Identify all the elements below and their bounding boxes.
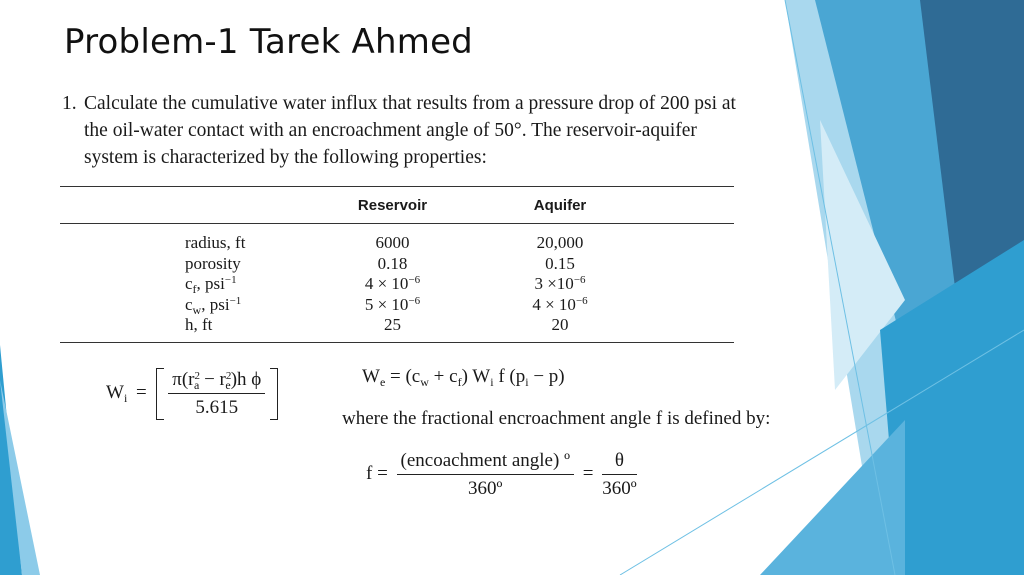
reservoir-value: $5 \times 10^{-6}$ <box>364 294 421 314</box>
f-fraction-2 <box>602 450 636 500</box>
f-numerator-2: θ <box>602 450 636 475</box>
f-fraction-1 <box>397 450 574 500</box>
table-row <box>60 224 734 254</box>
table-row <box>60 274 734 295</box>
reservoir-value: 0.18 <box>377 253 408 273</box>
table-row <box>60 254 734 275</box>
wi-denominator: 5.615 <box>195 397 239 418</box>
row-label: h, ft <box>60 315 310 342</box>
wi-equals: = <box>136 382 147 404</box>
wi-equation <box>106 368 278 420</box>
aquifer-value: $3 \times 10^{-6}$ <box>534 274 586 293</box>
problem-number: 1. <box>62 93 77 114</box>
wi-lhs: $W_i$ <box>106 382 128 406</box>
left-bracket <box>156 368 164 420</box>
f-lhs: f = <box>366 463 388 485</box>
aquifer-value: 20,000 <box>536 233 584 252</box>
properties-table <box>60 186 734 343</box>
row-label: porosity <box>185 253 241 273</box>
slide-title: Problem-1 Tarek Ahmed <box>64 22 473 62</box>
where-text: where the fractional encroachment angle f is defined by: <box>342 408 771 429</box>
aquifer-value: $4 \times 10^{-6}$ <box>532 294 588 314</box>
reservoir-value: 6000 <box>375 233 410 252</box>
f-equals-2: = <box>582 463 594 485</box>
right-bracket <box>270 368 278 420</box>
reservoir-value: 25 <box>310 315 475 342</box>
row-label: radius, ft <box>185 233 246 252</box>
header-label-blank <box>60 187 310 224</box>
reservoir-value: $4 \times 10^{-6}$ <box>364 274 421 293</box>
f-denominator-1: 360º <box>468 478 503 499</box>
table-header-row <box>60 187 734 224</box>
f-denominator-2: 360º <box>602 478 637 499</box>
table-row <box>60 315 734 342</box>
deco-lower-triangle <box>760 420 905 575</box>
we-equation: $W_e = (c_w + c_f)$ $W_i$ f $(p_i - p)$ <box>362 366 565 389</box>
f-equation <box>366 450 637 500</box>
header-reservoir: Reservoir <box>310 187 475 224</box>
problem-text: Calculate the cumulative water influx that results from a pressure drop of 200 psi at the oil-water contact with an encroachment angle of 50°. The reservoir-aquifer system is characterized by the following properties: <box>84 93 736 168</box>
aquifer-value: 0.15 <box>545 253 575 273</box>
header-aquifer: Aquifer <box>475 187 645 224</box>
table-row <box>60 295 734 316</box>
wi-fraction <box>168 369 265 419</box>
wi-numerator: $\pi(r^2_a - r^2_e)h$ ϕ <box>168 369 265 394</box>
f-numerator-1: (encoachment angle) º <box>397 450 574 475</box>
row-label: $c_f$, psi$^{-1}$ <box>185 274 237 296</box>
aquifer-value: 20 <box>475 315 645 342</box>
problem-statement <box>62 90 752 171</box>
row-label: $c_w$, psi$^{-1}$ <box>185 294 242 317</box>
